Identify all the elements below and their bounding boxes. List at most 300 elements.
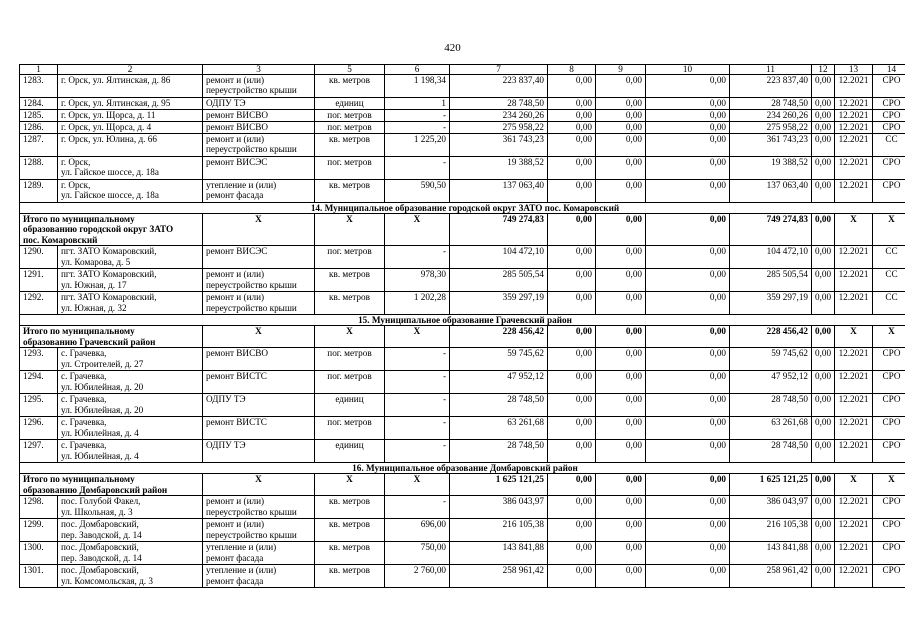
- total-cost-cell: 361 743,23: [450, 134, 548, 157]
- address-cell: с. Грачевка, ул. Юбилейная, д. 4: [58, 440, 203, 463]
- fund-cell: 0,00: [548, 496, 596, 519]
- fund-cell: 0,00: [548, 440, 596, 463]
- deadline-cell: 12.2021: [835, 157, 873, 180]
- work-type-cell: ремонт и (или) переустройство крыши: [203, 269, 315, 292]
- local-budget-cell: 0,00: [646, 394, 730, 417]
- work-type-cell: ремонт ВИСТС: [203, 417, 315, 440]
- specific-cost-cell: 0,00: [812, 371, 835, 394]
- owners-funds-cell: 104 472,10: [730, 246, 812, 269]
- total-cost-cell: 47 952,12: [450, 371, 548, 394]
- table-row: [20, 122, 905, 134]
- total-cost-cell: 28 748,50: [450, 440, 548, 463]
- section-header-row: [20, 315, 905, 326]
- owners-funds-cell: 234 260,26: [730, 110, 812, 122]
- budget-cell: 0,00: [596, 326, 646, 348]
- volume-cell: -: [385, 110, 450, 122]
- column-header: 9: [596, 65, 646, 75]
- deadline-cell: X: [835, 474, 873, 496]
- unit-cell: единиц: [315, 394, 385, 417]
- owners-funds-cell: 228 456,42: [730, 326, 812, 348]
- unit-cell: кв. метров: [315, 542, 385, 565]
- specific-cost-cell: 0,00: [812, 394, 835, 417]
- volume-cell: 978,30: [385, 269, 450, 292]
- specific-cost-cell: 0,00: [812, 269, 835, 292]
- unit-cell: пог. метров: [315, 371, 385, 394]
- total-cost-cell: 234 260,26: [450, 110, 548, 122]
- subtotal-row: [20, 474, 905, 496]
- fund-cell: 0,00: [548, 542, 596, 565]
- fund-cell: 0,00: [548, 98, 596, 110]
- subtotal-row: [20, 214, 905, 246]
- total-cost-cell: 359 297,19: [450, 292, 548, 315]
- volume-cell: 1 198,34: [385, 75, 450, 98]
- local-budget-cell: 0,00: [646, 110, 730, 122]
- work-type-cell: ОДПУ ТЭ: [203, 440, 315, 463]
- specific-cost-cell: 0,00: [812, 214, 835, 246]
- unit-cell: X: [315, 474, 385, 496]
- total-cost-cell: 19 388,52: [450, 157, 548, 180]
- specific-cost-cell: 0,00: [812, 246, 835, 269]
- work-type-cell: X: [203, 474, 315, 496]
- table-row: [20, 496, 905, 519]
- table-row: [20, 98, 905, 110]
- total-cost-cell: 386 043,97: [450, 496, 548, 519]
- address-cell: пгт. ЗАТО Комаровский, ул. Комарова, д. 5: [58, 246, 203, 269]
- column-header: 5: [315, 65, 385, 75]
- budget-cell: 0,00: [596, 98, 646, 110]
- repair-program-table: [19, 64, 905, 588]
- row-number: 1296.: [20, 417, 58, 440]
- fund-cell: 0,00: [548, 474, 596, 496]
- owners-funds-cell: 285 505,54: [730, 269, 812, 292]
- work-type-cell: ремонт ВИСВО: [203, 348, 315, 371]
- unit-cell: кв. метров: [315, 565, 385, 588]
- unit-cell: кв. метров: [315, 496, 385, 519]
- row-number: 1290.: [20, 246, 58, 269]
- row-number: 1297.: [20, 440, 58, 463]
- fund-cell: 0,00: [548, 180, 596, 203]
- subtotal-label: Итого по муниципальному образованию Грачевский район: [20, 326, 203, 348]
- fund-cell: 0,00: [548, 246, 596, 269]
- owners-funds-cell: 63 261,68: [730, 417, 812, 440]
- owners-funds-cell: 223 837,40: [730, 75, 812, 98]
- row-number: 1295.: [20, 394, 58, 417]
- column-header: 14: [873, 65, 905, 75]
- table-row: [20, 371, 905, 394]
- row-number: 1293.: [20, 348, 58, 371]
- address-cell: пос. Голубой Факел, ул. Школьная, д. 3: [58, 496, 203, 519]
- owners-funds-cell: 28 748,50: [730, 394, 812, 417]
- method-cell: СРО: [873, 75, 905, 98]
- total-cost-cell: 258 961,42: [450, 565, 548, 588]
- total-cost-cell: 228 456,42: [450, 326, 548, 348]
- budget-cell: 0,00: [596, 417, 646, 440]
- owners-funds-cell: 1 625 121,25: [730, 474, 812, 496]
- address-cell: пгт. ЗАТО Комаровский, ул. Южная, д. 17: [58, 269, 203, 292]
- section-header-row: [20, 463, 905, 474]
- owners-funds-cell: 258 961,42: [730, 565, 812, 588]
- method-cell: СРО: [873, 157, 905, 180]
- fund-cell: 0,00: [548, 417, 596, 440]
- fund-cell: 0,00: [548, 326, 596, 348]
- unit-cell: пог. метров: [315, 110, 385, 122]
- row-number: 1298.: [20, 496, 58, 519]
- fund-cell: 0,00: [548, 519, 596, 542]
- column-header: 7: [450, 65, 548, 75]
- row-number: 1288.: [20, 157, 58, 180]
- unit-cell: пог. метров: [315, 122, 385, 134]
- local-budget-cell: 0,00: [646, 474, 730, 496]
- local-budget-cell: 0,00: [646, 565, 730, 588]
- deadline-cell: 12.2021: [835, 496, 873, 519]
- row-number: 1300.: [20, 542, 58, 565]
- local-budget-cell: 0,00: [646, 134, 730, 157]
- volume-cell: -: [385, 440, 450, 463]
- unit-cell: пог. метров: [315, 417, 385, 440]
- unit-cell: X: [315, 214, 385, 246]
- volume-cell: X: [385, 474, 450, 496]
- row-number: 1283.: [20, 75, 58, 98]
- deadline-cell: 12.2021: [835, 440, 873, 463]
- budget-cell: 0,00: [596, 110, 646, 122]
- unit-cell: пог. метров: [315, 246, 385, 269]
- owners-funds-cell: 143 841,88: [730, 542, 812, 565]
- column-header: 6: [385, 65, 450, 75]
- local-budget-cell: 0,00: [646, 122, 730, 134]
- total-cost-cell: 63 261,68: [450, 417, 548, 440]
- budget-cell: 0,00: [596, 134, 646, 157]
- total-cost-cell: 143 841,88: [450, 542, 548, 565]
- budget-cell: 0,00: [596, 214, 646, 246]
- table-row: [20, 269, 905, 292]
- specific-cost-cell: 0,00: [812, 292, 835, 315]
- table-row: [20, 542, 905, 565]
- local-budget-cell: 0,00: [646, 269, 730, 292]
- address-cell: пос. Домбаровский, пер. Заводской, д. 14: [58, 519, 203, 542]
- method-cell: СС: [873, 134, 905, 157]
- row-number: 1289.: [20, 180, 58, 203]
- method-cell: СРО: [873, 98, 905, 110]
- address-cell: пгт. ЗАТО Комаровский, ул. Южная, д. 32: [58, 292, 203, 315]
- volume-cell: -: [385, 246, 450, 269]
- work-type-cell: ремонт и (или) переустройство крыши: [203, 75, 315, 98]
- fund-cell: 0,00: [548, 348, 596, 371]
- table-row: [20, 348, 905, 371]
- volume-cell: -: [385, 157, 450, 180]
- local-budget-cell: 0,00: [646, 496, 730, 519]
- deadline-cell: 12.2021: [835, 371, 873, 394]
- work-type-cell: утепление и (или) ремонт фасада: [203, 565, 315, 588]
- unit-cell: кв. метров: [315, 292, 385, 315]
- deadline-cell: 12.2021: [835, 292, 873, 315]
- total-cost-cell: 275 958,22: [450, 122, 548, 134]
- address-cell: г. Орск, ул. Юлина, д. 66: [58, 134, 203, 157]
- row-number: 1294.: [20, 371, 58, 394]
- local-budget-cell: 0,00: [646, 246, 730, 269]
- volume-cell: -: [385, 394, 450, 417]
- fund-cell: 0,00: [548, 565, 596, 588]
- column-header: 8: [548, 65, 596, 75]
- volume-cell: 2 760,00: [385, 565, 450, 588]
- local-budget-cell: 0,00: [646, 157, 730, 180]
- table-row: [20, 565, 905, 588]
- unit-cell: пог. метров: [315, 157, 385, 180]
- owners-funds-cell: 275 958,22: [730, 122, 812, 134]
- method-cell: СРО: [873, 440, 905, 463]
- fund-cell: 0,00: [548, 214, 596, 246]
- specific-cost-cell: 0,00: [812, 180, 835, 203]
- deadline-cell: 12.2021: [835, 75, 873, 98]
- specific-cost-cell: 0,00: [812, 417, 835, 440]
- volume-cell: -: [385, 371, 450, 394]
- address-cell: с. Грачевка, ул. Юбилейная, д. 4: [58, 417, 203, 440]
- total-cost-cell: 216 105,38: [450, 519, 548, 542]
- fund-cell: 0,00: [548, 269, 596, 292]
- local-budget-cell: 0,00: [646, 542, 730, 565]
- budget-cell: 0,00: [596, 180, 646, 203]
- address-cell: г. Орск, ул. Ялтинская, д. 95: [58, 98, 203, 110]
- budget-cell: 0,00: [596, 440, 646, 463]
- total-cost-cell: 28 748,50: [450, 394, 548, 417]
- owners-funds-cell: 19 388,52: [730, 157, 812, 180]
- owners-funds-cell: 361 743,23: [730, 134, 812, 157]
- local-budget-cell: 0,00: [646, 519, 730, 542]
- volume-cell: -: [385, 417, 450, 440]
- total-cost-cell: 285 505,54: [450, 269, 548, 292]
- owners-funds-cell: 137 063,40: [730, 180, 812, 203]
- local-budget-cell: 0,00: [646, 98, 730, 110]
- budget-cell: 0,00: [596, 496, 646, 519]
- unit-cell: кв. метров: [315, 519, 385, 542]
- row-number: 1284.: [20, 98, 58, 110]
- table-row: [20, 394, 905, 417]
- table-row: [20, 440, 905, 463]
- deadline-cell: 12.2021: [835, 417, 873, 440]
- work-type-cell: ОДПУ ТЭ: [203, 98, 315, 110]
- local-budget-cell: 0,00: [646, 371, 730, 394]
- work-type-cell: ремонт и (или) переустройство крыши: [203, 519, 315, 542]
- owners-funds-cell: 28 748,50: [730, 98, 812, 110]
- volume-cell: 1 202,28: [385, 292, 450, 315]
- total-cost-cell: 59 745,62: [450, 348, 548, 371]
- address-cell: г. Орск, ул. Гайское шоссе, д. 18а: [58, 157, 203, 180]
- unit-cell: единиц: [315, 98, 385, 110]
- budget-cell: 0,00: [596, 75, 646, 98]
- fund-cell: 0,00: [548, 292, 596, 315]
- specific-cost-cell: 0,00: [812, 474, 835, 496]
- specific-cost-cell: 0,00: [812, 134, 835, 157]
- volume-cell: 750,00: [385, 542, 450, 565]
- fund-cell: 0,00: [548, 75, 596, 98]
- method-cell: СРО: [873, 122, 905, 134]
- local-budget-cell: 0,00: [646, 292, 730, 315]
- method-cell: СРО: [873, 348, 905, 371]
- address-cell: пос. Домбаровский, ул. Комсомольская, д. 3: [58, 565, 203, 588]
- specific-cost-cell: 0,00: [812, 440, 835, 463]
- row-number: 1285.: [20, 110, 58, 122]
- budget-cell: 0,00: [596, 394, 646, 417]
- table-row: [20, 180, 905, 203]
- owners-funds-cell: 59 745,62: [730, 348, 812, 371]
- address-cell: пос. Домбаровский, пер. Заводской, д. 14: [58, 542, 203, 565]
- column-header: 3: [203, 65, 315, 75]
- column-header: 10: [646, 65, 730, 75]
- page-number: 420: [444, 42, 461, 54]
- volume-cell: -: [385, 122, 450, 134]
- subtotal-label: Итого по муниципальному образованию городской округ ЗАТО пос. Комаровский: [20, 214, 203, 246]
- address-cell: с. Грачевка, ул. Юбилейная, д. 20: [58, 371, 203, 394]
- local-budget-cell: 0,00: [646, 75, 730, 98]
- total-cost-cell: 28 748,50: [450, 98, 548, 110]
- deadline-cell: 12.2021: [835, 565, 873, 588]
- method-cell: СС: [873, 246, 905, 269]
- volume-cell: -: [385, 348, 450, 371]
- method-cell: СС: [873, 269, 905, 292]
- table-row: [20, 157, 905, 180]
- work-type-cell: X: [203, 326, 315, 348]
- method-cell: СС: [873, 292, 905, 315]
- table-row: [20, 246, 905, 269]
- work-type-cell: ремонт ВИСВО: [203, 122, 315, 134]
- column-header: 1: [20, 65, 58, 75]
- method-cell: СРО: [873, 371, 905, 394]
- specific-cost-cell: 0,00: [812, 122, 835, 134]
- work-type-cell: ремонт и (или) переустройство крыши: [203, 496, 315, 519]
- owners-funds-cell: 47 952,12: [730, 371, 812, 394]
- table-row: [20, 134, 905, 157]
- deadline-cell: 12.2021: [835, 269, 873, 292]
- unit-cell: кв. метров: [315, 269, 385, 292]
- deadline-cell: 12.2021: [835, 394, 873, 417]
- budget-cell: 0,00: [596, 246, 646, 269]
- local-budget-cell: 0,00: [646, 417, 730, 440]
- local-budget-cell: 0,00: [646, 440, 730, 463]
- table-row: [20, 292, 905, 315]
- unit-cell: пог. метров: [315, 348, 385, 371]
- fund-cell: 0,00: [548, 371, 596, 394]
- budget-cell: 0,00: [596, 157, 646, 180]
- work-type-cell: ремонт ВИСЭС: [203, 157, 315, 180]
- fund-cell: 0,00: [548, 134, 596, 157]
- total-cost-cell: 1 625 121,25: [450, 474, 548, 496]
- column-header: 12: [812, 65, 835, 75]
- owners-funds-cell: 359 297,19: [730, 292, 812, 315]
- unit-cell: X: [315, 326, 385, 348]
- table-body: [20, 65, 905, 588]
- method-cell: СРО: [873, 496, 905, 519]
- section-title: 15. Муниципальное образование Грачевский район: [20, 315, 905, 326]
- deadline-cell: 12.2021: [835, 246, 873, 269]
- volume-cell: 590,50: [385, 180, 450, 203]
- address-cell: г. Орск, ул. Гайское шоссе, д. 18а: [58, 180, 203, 203]
- deadline-cell: 12.2021: [835, 542, 873, 565]
- method-cell: СРО: [873, 180, 905, 203]
- total-cost-cell: 223 837,40: [450, 75, 548, 98]
- section-title: 14. Муниципальное образование городской округ ЗАТО пос. Комаровский: [20, 203, 905, 214]
- unit-cell: кв. метров: [315, 75, 385, 98]
- deadline-cell: X: [835, 326, 873, 348]
- address-cell: г. Орск, ул. Щорса, д. 11: [58, 110, 203, 122]
- work-type-cell: ремонт ВИСТС: [203, 371, 315, 394]
- work-type-cell: ремонт и (или) переустройство крыши: [203, 292, 315, 315]
- specific-cost-cell: 0,00: [812, 348, 835, 371]
- deadline-cell: 12.2021: [835, 110, 873, 122]
- deadline-cell: 12.2021: [835, 98, 873, 110]
- method-cell: СРО: [873, 417, 905, 440]
- method-cell: X: [873, 326, 905, 348]
- volume-cell: 696,00: [385, 519, 450, 542]
- unit-cell: единиц: [315, 440, 385, 463]
- specific-cost-cell: 0,00: [812, 157, 835, 180]
- deadline-cell: 12.2021: [835, 180, 873, 203]
- row-number: 1286.: [20, 122, 58, 134]
- specific-cost-cell: 0,00: [812, 98, 835, 110]
- method-cell: СРО: [873, 542, 905, 565]
- budget-cell: 0,00: [596, 292, 646, 315]
- row-number: 1287.: [20, 134, 58, 157]
- specific-cost-cell: 0,00: [812, 110, 835, 122]
- work-type-cell: ремонт и (или) переустройство крыши: [203, 134, 315, 157]
- deadline-cell: X: [835, 214, 873, 246]
- table-row: [20, 519, 905, 542]
- local-budget-cell: 0,00: [646, 348, 730, 371]
- address-cell: г. Орск, ул. Ялтинская, д. 86: [58, 75, 203, 98]
- budget-cell: 0,00: [596, 565, 646, 588]
- volume-cell: 1 225,20: [385, 134, 450, 157]
- unit-cell: кв. метров: [315, 134, 385, 157]
- work-type-cell: утепление и (или) ремонт фасада: [203, 180, 315, 203]
- section-header-row: [20, 203, 905, 214]
- row-number: 1291.: [20, 269, 58, 292]
- work-type-cell: утепление и (или) ремонт фасада: [203, 542, 315, 565]
- subtotal-label: Итого по муниципальному образованию Домбаровский район: [20, 474, 203, 496]
- row-number: 1299.: [20, 519, 58, 542]
- budget-cell: 0,00: [596, 519, 646, 542]
- local-budget-cell: 0,00: [646, 180, 730, 203]
- fund-cell: 0,00: [548, 122, 596, 134]
- address-cell: г. Орск, ул. Щорса, д. 4: [58, 122, 203, 134]
- volume-cell: X: [385, 214, 450, 246]
- volume-cell: 1: [385, 98, 450, 110]
- specific-cost-cell: 0,00: [812, 75, 835, 98]
- subtotal-row: [20, 326, 905, 348]
- work-type-cell: ремонт ВИСВО: [203, 110, 315, 122]
- owners-funds-cell: 216 105,38: [730, 519, 812, 542]
- local-budget-cell: 0,00: [646, 214, 730, 246]
- total-cost-cell: 749 274,83: [450, 214, 548, 246]
- method-cell: X: [873, 214, 905, 246]
- method-cell: X: [873, 474, 905, 496]
- owners-funds-cell: 386 043,97: [730, 496, 812, 519]
- local-budget-cell: 0,00: [646, 326, 730, 348]
- owners-funds-cell: 749 274,83: [730, 214, 812, 246]
- specific-cost-cell: 0,00: [812, 519, 835, 542]
- fund-cell: 0,00: [548, 157, 596, 180]
- unit-cell: кв. метров: [315, 180, 385, 203]
- budget-cell: 0,00: [596, 122, 646, 134]
- volume-cell: -: [385, 496, 450, 519]
- row-number: 1301.: [20, 565, 58, 588]
- budget-cell: 0,00: [596, 348, 646, 371]
- method-cell: СРО: [873, 110, 905, 122]
- row-number: 1292.: [20, 292, 58, 315]
- table-row: [20, 110, 905, 122]
- total-cost-cell: 104 472,10: [450, 246, 548, 269]
- table-row: [20, 75, 905, 98]
- budget-cell: 0,00: [596, 542, 646, 565]
- budget-cell: 0,00: [596, 474, 646, 496]
- total-cost-cell: 137 063,40: [450, 180, 548, 203]
